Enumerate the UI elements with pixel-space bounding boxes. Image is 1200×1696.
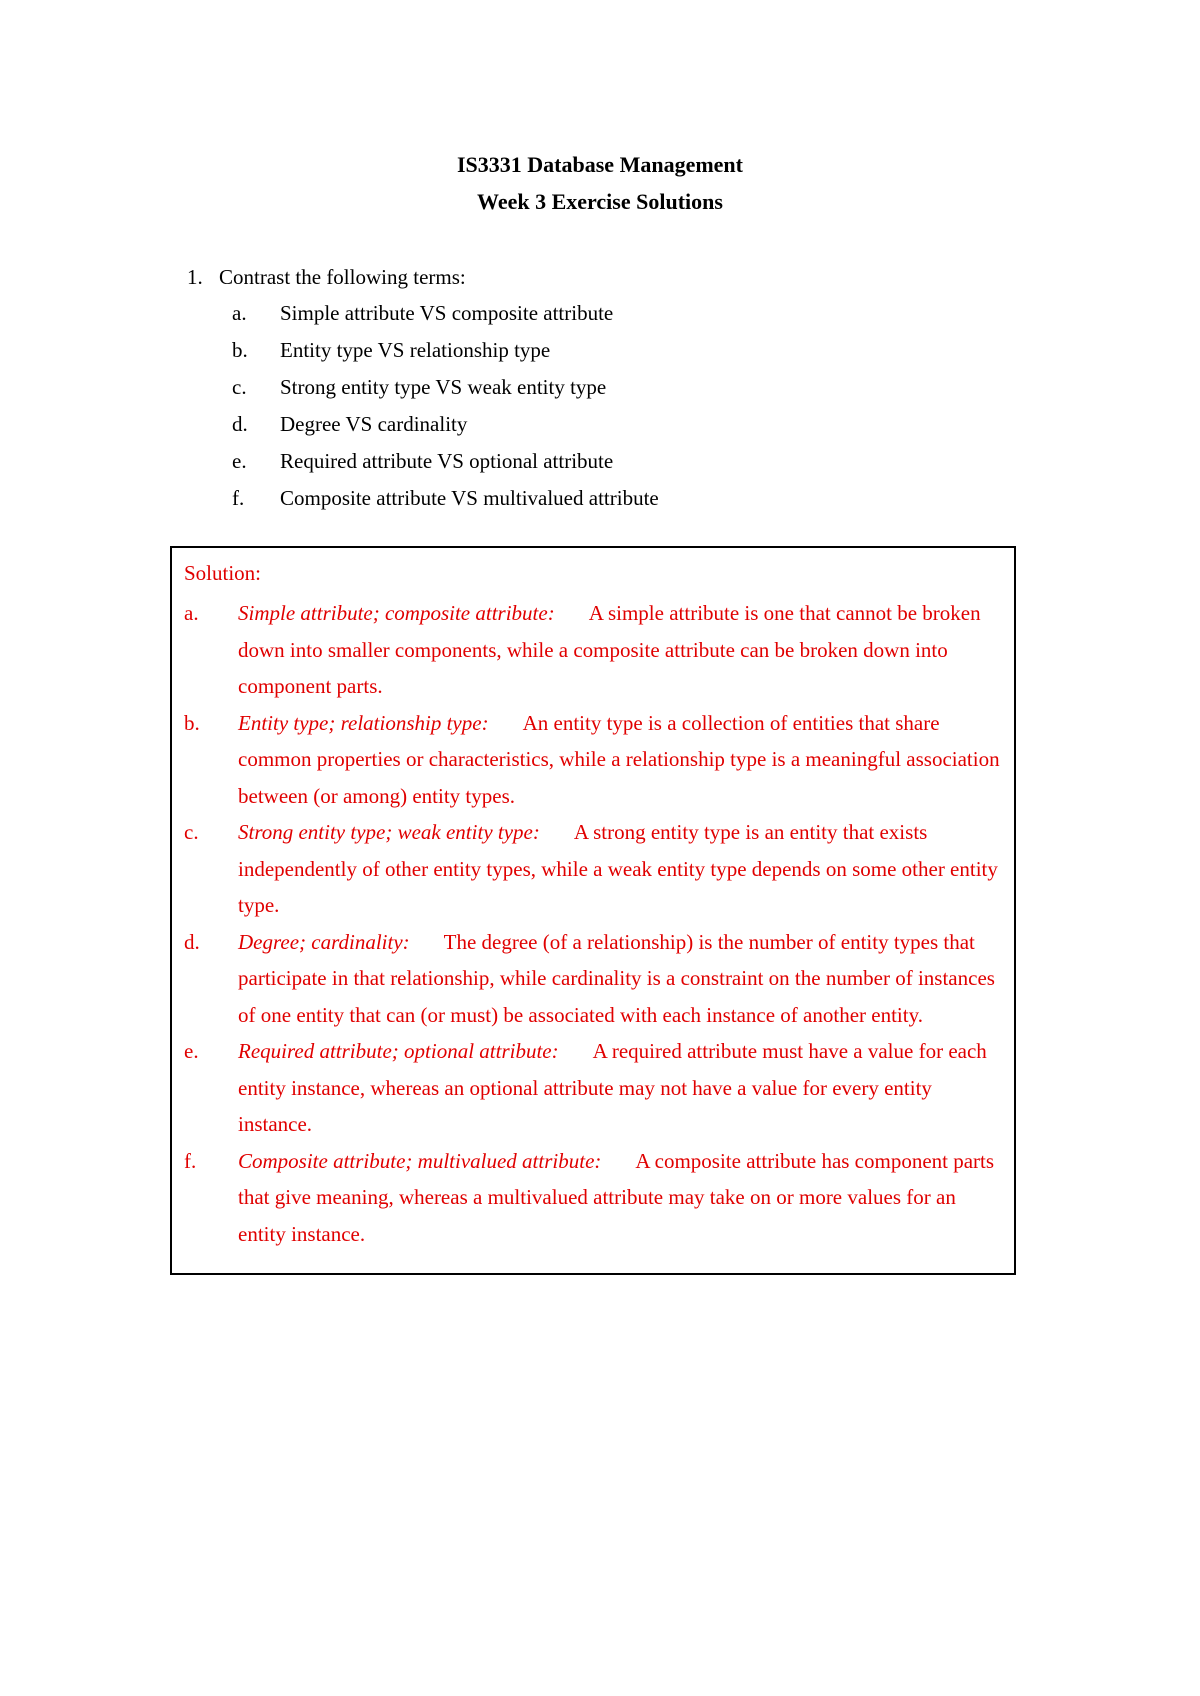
question-prompt: Contrast the following terms: — [219, 265, 466, 289]
solution-letter: f. — [184, 1148, 197, 1173]
solution-term: Degree; cardinality: — [238, 929, 410, 954]
solution-term: Required attribute; optional attribute: — [238, 1039, 559, 1063]
solution-box — [170, 546, 1016, 1275]
term-letter: c. — [232, 375, 247, 399]
solution-item — [184, 595, 1004, 705]
solution-definition: An entity type is a collection of entities that share common properties or characteristics, while a relationship type is a meaningful association between (or among) entity types. — [238, 710, 1000, 808]
solution-item — [184, 1033, 1004, 1143]
solution-item — [184, 924, 1004, 1034]
term-letter: b. — [232, 338, 248, 362]
term-letter: e. — [232, 449, 247, 473]
solution-body — [238, 595, 1004, 705]
solution-term: Entity type; relationship type: — [238, 710, 489, 735]
solution-definition: A simple attribute is one that cannot be broken down into smaller components, while a composite attribute can be broken down into component parts. — [238, 601, 981, 698]
term-letter: a. — [232, 301, 247, 325]
solution-letter: c. — [184, 820, 199, 844]
solution-letter: d. — [184, 929, 200, 954]
term-text: Entity type VS relationship type — [280, 338, 551, 362]
solution-letter: a. — [184, 601, 199, 625]
term-letter: d. — [232, 412, 248, 436]
term-text: Degree VS cardinality — [280, 412, 468, 436]
term-text: Simple attribute VS composite attribute — [280, 301, 614, 325]
solution-body — [238, 705, 1004, 815]
course-title: IS3331 Database Management — [457, 152, 743, 177]
solution-item — [184, 1143, 1004, 1253]
solution-term: Simple attribute; composite attribute: — [238, 601, 555, 625]
term-text: Strong entity type VS weak entity type — [280, 375, 607, 399]
solution-term: Strong entity type; weak entity type: — [238, 820, 540, 844]
term-text: Required attribute VS optional attribute — [280, 449, 614, 473]
solution-item — [184, 814, 1004, 924]
solution-definition: A required attribute must have a value for each entity instance, whereas an optional attribute may not have a value for every entity instance. — [238, 1039, 987, 1136]
solution-term: Composite attribute; multivalued attribute: — [238, 1148, 602, 1173]
solution-letter: e. — [184, 1039, 199, 1063]
term-text: Composite attribute VS multivalued attribute — [280, 486, 659, 510]
solution-definition: The degree (of a relationship) is the number of entity types that participate in that relationship, while cardinality is a constraint on the number of instances of one entity that can (or must) be associated with each instance of another entity. — [238, 929, 995, 1027]
solution-definition: A strong entity type is an entity that exists independently of other entity types, while a weak entity type depends on some other entity type. — [238, 820, 998, 917]
solution-letter: b. — [184, 710, 200, 735]
document-subtitle: Week 3 Exercise Solutions — [477, 189, 723, 214]
solution-definition: A composite attribute has component parts that give meaning, whereas a multivalued attribute may take on or more values for an entity instance. — [238, 1148, 995, 1246]
term-letter: f. — [232, 486, 245, 510]
solution-heading: Solution: — [184, 561, 262, 585]
solution-body — [238, 1143, 1004, 1253]
solution-list — [184, 595, 1004, 1252]
question-number: 1. — [187, 265, 203, 289]
solution-body — [238, 1033, 1004, 1143]
solution-body — [238, 924, 1004, 1034]
solution-body — [238, 814, 1004, 924]
solution-item — [184, 705, 1004, 815]
